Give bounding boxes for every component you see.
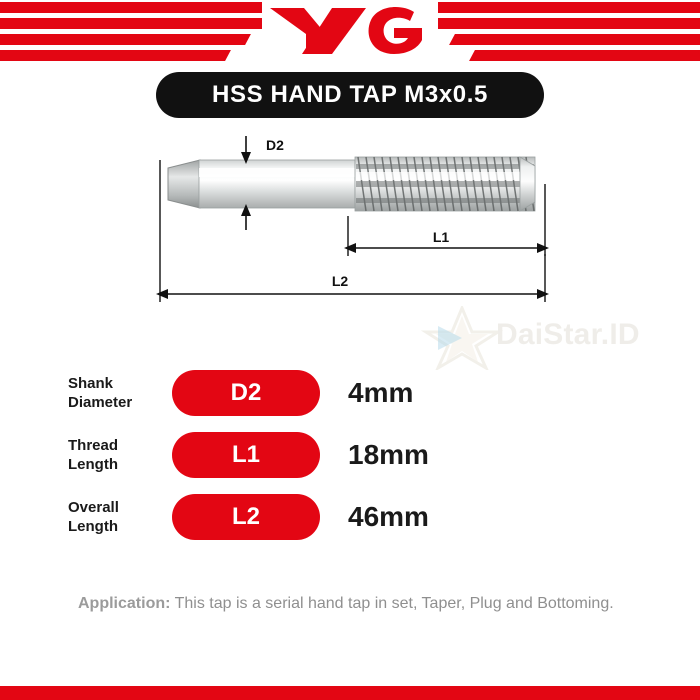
daistar-star-icon xyxy=(418,306,508,370)
banner-stripe-left-2 xyxy=(0,18,271,29)
spec-label-line2: Length xyxy=(68,456,118,473)
spec-code-d2: D2 xyxy=(172,370,320,416)
spec-code-l1: L1 xyxy=(172,432,320,478)
page-title: HSS HAND TAP M3x0.5 xyxy=(156,72,544,118)
dim-label-d2-text: D2 xyxy=(266,137,284,153)
dim-label-l2-text: L2 xyxy=(331,273,349,289)
tap-diagram xyxy=(0,124,700,314)
spec-table xyxy=(68,362,538,548)
banner-stripe-right-2 xyxy=(429,18,700,29)
spec-label-thread-length xyxy=(68,436,172,474)
spec-code-l2: L2 xyxy=(172,494,320,540)
spec-value-l1: 18mm xyxy=(348,439,429,470)
bottom-accent-bar xyxy=(0,686,700,700)
banner-stripe-right-1 xyxy=(407,2,700,13)
banner-stripe-right-3 xyxy=(449,34,700,45)
spec-row-thread-length xyxy=(68,424,538,486)
banner-stripe-left-4 xyxy=(0,50,231,61)
dim-label-l1-text: L1 xyxy=(432,229,450,245)
brand-banner xyxy=(0,0,700,62)
spec-value-l2: 46mm xyxy=(348,501,429,532)
spec-value-d2: 4mm xyxy=(348,377,414,408)
banner-stripe-left-1 xyxy=(0,2,293,13)
spec-label-line2: Diameter xyxy=(68,394,133,411)
spec-label-line1: Overall xyxy=(68,499,119,516)
spec-label-shank-diameter xyxy=(68,374,172,412)
yg-logo xyxy=(262,0,438,62)
application-note xyxy=(78,592,638,616)
spec-row-shank-diameter xyxy=(68,362,538,424)
banner-stripe-left-3 xyxy=(0,34,251,45)
spec-label-line1: Thread xyxy=(68,437,119,454)
application-note-title: Application: xyxy=(78,595,171,612)
spec-label-line2: Length xyxy=(68,518,118,535)
banner-stripe-right-4 xyxy=(469,50,700,61)
application-note-body: This tap is a serial hand tap in set, Taper, Plug and Bottoming. xyxy=(174,595,614,612)
watermark-text: DaiStar.ID xyxy=(496,318,640,351)
spec-label-overall-length xyxy=(68,498,172,536)
spec-row-overall-length xyxy=(68,486,538,548)
spec-label-line1: Shank xyxy=(68,375,114,392)
